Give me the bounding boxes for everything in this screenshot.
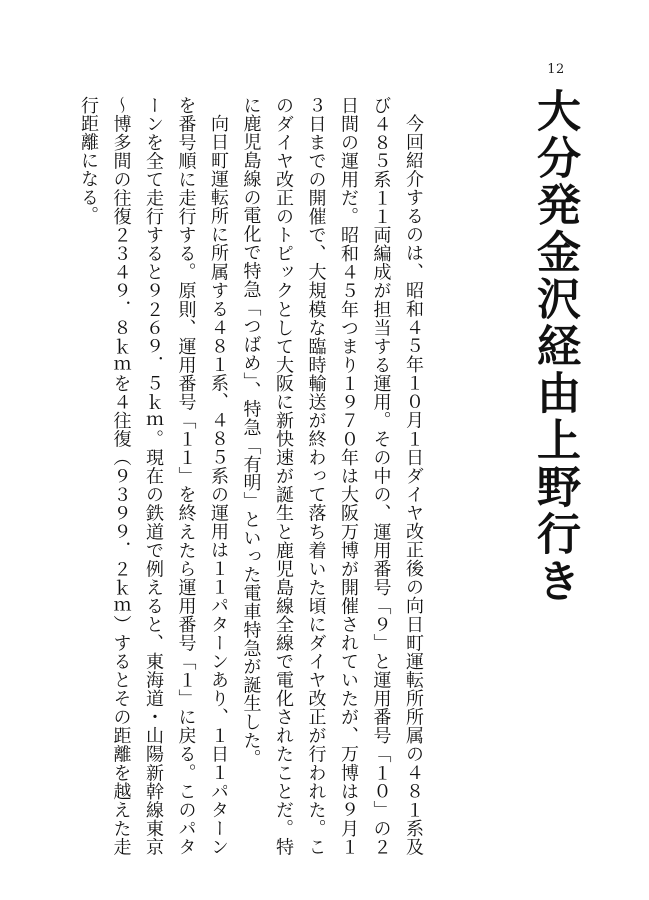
paragraph-2: 向日町運転所に所属する４８１系、４８５系の運用は１１パターンあり、１日１パターンを番号順に走行する。原則、運用番号「１１」を終えたら運用番号「１」に戻る。このパターンを全て走行すると９２６９．５ｋｍ。現在の鉄道で例えると、東海道・山陽新幹線東京～博多間の往復２３４９．８ｋｍを４往復（９３９９．２ｋｍ）するとその距離を越えた走行距離になる。 xyxy=(78,96,229,856)
chapter-title: 大分発金沢経由上野行き xyxy=(529,88,580,605)
page-number: 12 xyxy=(547,62,565,77)
paragraph-1: 今回紹介するのは、昭和４５年１０月１日ダイヤ改正後の向日町運転所所属の４８１系及び４８５系１１両編成が担当する運用。その中の、運用番号「９」と運用番号「１０」の２日間の運用だ。昭和４５年つまり１９７０年は大阪万博が開催されていたが、万博は９月１３日までの開催で、大規模な臨時輸送が終わって落ち着いた頃にダイヤ改正が行われた。このダイヤ改正のトピックとして大阪に新快速が誕生と鹿児島線全線で電化されたことだ。特に鹿児島線の電化で特急「つばめ」、特急「有明」といった電車特急が誕生した。 xyxy=(240,96,424,856)
body-text xyxy=(78,96,429,856)
